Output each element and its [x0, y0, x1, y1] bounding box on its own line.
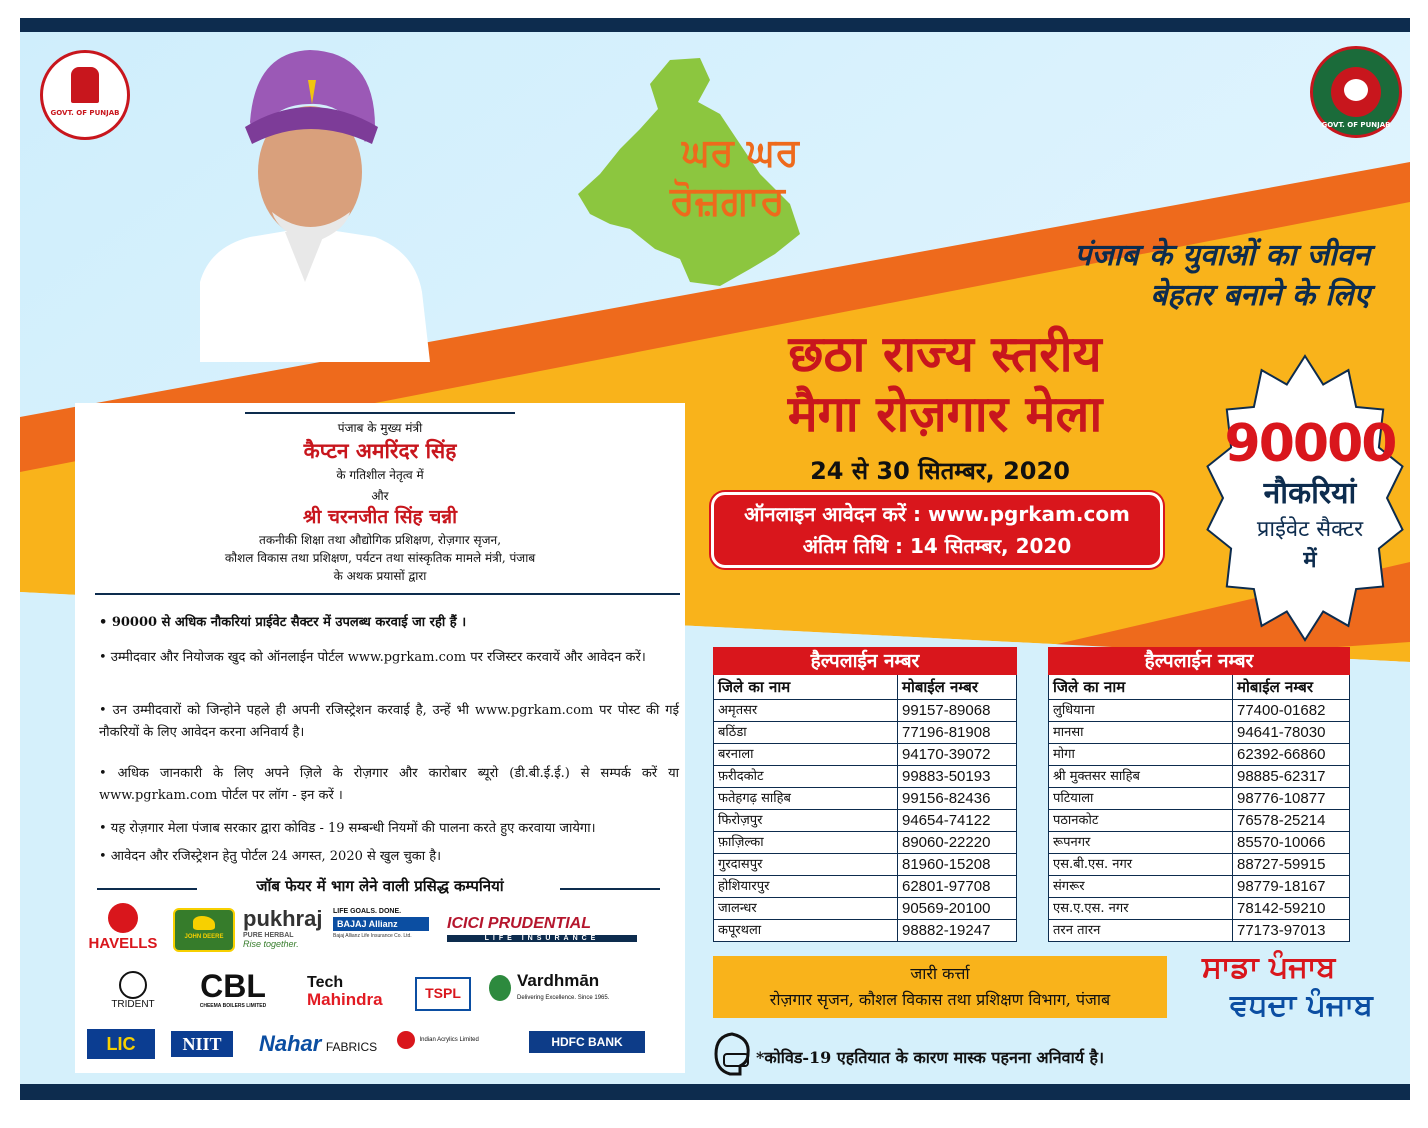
- table-row: [1049, 876, 1350, 898]
- table-row: [1049, 832, 1350, 854]
- poster: [20, 18, 1410, 1100]
- issuer-department: रोज़गार सृजन, कौशल विकास तथा प्रशिक्षण विभाग, पंजाब: [769, 990, 1111, 1009]
- district-cell: मानसा: [1049, 722, 1233, 744]
- deer-icon: [193, 916, 215, 930]
- mobile-cell: 98776-10877: [1233, 788, 1350, 810]
- table-row: [714, 722, 1017, 744]
- apply-online-box: [711, 492, 1163, 568]
- last-date: अंतिम तिथि : 14 सितम्बर, 2020: [802, 534, 1072, 558]
- table-row: [1049, 898, 1350, 920]
- lic-logo: LIC: [87, 1029, 155, 1059]
- bullet-item: • यह रोज़गार मेला पंजाब सरकार द्वारा कोविड - 19 सम्बन्धी नियमों की पालना करते हुए करवाया जायेगा।: [99, 821, 596, 836]
- district-cell: मोगा: [1049, 744, 1233, 766]
- indian-acrylics-icon: [397, 1031, 415, 1049]
- helpline-heading: हैल्पलाईन नम्बर: [714, 648, 1017, 675]
- district-cell: पठानकोट: [1049, 810, 1233, 832]
- divider: [245, 412, 515, 414]
- helpline-heading: हैल्पलाईन नम्बर: [1049, 648, 1350, 675]
- table-row: [714, 766, 1017, 788]
- tagline-line1: पंजाब के युवाओं का जीवन: [1074, 238, 1370, 273]
- district-cell: फिरोज़पुर: [714, 810, 898, 832]
- mobile-cell: 88727-59915: [1233, 854, 1350, 876]
- helpline-table-right: [1048, 647, 1350, 942]
- mobile-cell: 81960-15208: [898, 854, 1017, 876]
- mobile-cell: 98779-18167: [1233, 876, 1350, 898]
- bullet-item: • 90000 से अधिक नौकरियां प्राईवेट सैक्टर में उपलब्ध करवाई जा रही हैं ।: [99, 615, 467, 630]
- table-row: [714, 920, 1017, 942]
- info-panel: पंजाब के मुख्य मंत्री कैप्टन अमरिंदर सिंह के गतिशील नेतृत्व में और श्री चरनजीत सिंह चन्नी तकनीकी शिक्षा तथा औद्योगिक प्रशिक्षण, रोज़गार सृजन, कौशल विकास तथा प्रशिक्षण, पर्यटन तथा सांस्कृतिक मामले मंत्री, पंजाब के अथक प्रयासों द्वारा • 90000 से अधिक नौकरियां प्राईवेट सैक्टर में उपलब्ध करवाई जा रही हैं । • उम्मीदवार और नियोजक खुद को ऑनलाईन पोर्टल www.pgrkam.com पर रजिस्टर करवायें और आवेदन करें। • उन उम्मीदवारों को जिन्होने पहले ही अपनी रजिस्ट्रेशन करवाई है, उन्हें भी www.pgrkam.com पर पोस्ट की गई नौकरियों के लिए आवेदन करना अनिवार्य है। • अधिक जानकारी के लिए अपने ज़िले के रोज़गार और कारोबार ब्यूरो (डी.बी.ई.ई.) से सम्पर्क करें या www.pgrkam.com पोर्टल पर लॉग - इन करें । • यह रोज़गार मेला पंजाब सरकार द्वारा कोविड - 19 सम्बन्धी नियमों की पालना करते हुए करवाया जायेगा। • आवेदन और रजिस्ट्रेशन हेतु पोर्टल 24 अगस्त, 2020 से खुल चुका है। जॉब फेयर में भाग लेने वाली प्रसिद्ध कम्पनियां HAVELLS JOHN DEERE pukhraj PURE HERBAL Rise together. LIFE GOALS. DONE. BAJAJ Allianz Bajaj Allianz Life Insurance Co. Ltd. ICICI PRUDENTIAL LIFE INSURANCE TRIDENT CBL CHEEMA BOILERS LIMITED Tech Mahindra TSPL Vardhmān Delivering Excellence. Since 1965. LIC NIIT Nahar FABRICS Indian Acrylics Limited HDFC BANK: [75, 403, 685, 1073]
- mobile-cell: 99883-50193: [898, 766, 1017, 788]
- mobile-cell: 89060-22220: [898, 832, 1017, 854]
- slogan-line1: ਸਾਡਾ ਪੰਜਾਬ: [1202, 950, 1336, 985]
- district-cell: जालन्धर: [714, 898, 898, 920]
- mobile-cell: 99156-82436: [898, 788, 1017, 810]
- cm-title: पंजाब के मुख्य मंत्री: [337, 421, 423, 435]
- district-cell: रूपनगर: [1049, 832, 1233, 854]
- event-title: [680, 324, 1210, 444]
- niit-logo: NIIT: [171, 1031, 233, 1057]
- minister-role-1: तकनीकी शिक्षा तथा औद्योगिक प्रशिक्षण, रोज़गार सृजन,: [258, 533, 502, 547]
- table-row: [1049, 744, 1350, 766]
- table-row: [714, 832, 1017, 854]
- companies-heading: जॉब फेयर में भाग लेने वाली प्रसिद्ध कम्पनियां: [256, 877, 504, 895]
- jobs-in: में: [1303, 547, 1317, 573]
- jobs-count: 90000: [1224, 414, 1396, 474]
- district-cell: अमृतसर: [714, 700, 898, 722]
- table-row: [714, 700, 1017, 722]
- district-cell: बठिंडा: [714, 722, 898, 744]
- column-district: जिले का नाम: [1049, 675, 1233, 700]
- table-row: [1049, 810, 1350, 832]
- and-text: और: [371, 489, 389, 503]
- table-row: [714, 854, 1017, 876]
- helpline-table-left: [713, 647, 1017, 942]
- bullet-item: • अधिक जानकारी के लिए अपने ज़िले के रोज़गार और कारोबार ब्यूरो (डी.बी.ई.ई.) से सम्पर्क करें या www.pgrkam.com पोर्टल पर लॉग - इन करें ।: [99, 766, 679, 803]
- jobs-sector: प्राईवेट सैक्टर: [1256, 517, 1364, 542]
- minister-role-3: के अथक प्रयासों द्वारा: [333, 569, 427, 583]
- emblem-icon: [71, 67, 99, 103]
- district-cell: संगरूर: [1049, 876, 1233, 898]
- cbl-logo: CBL CHEEMA BOILERS LIMITED: [199, 968, 267, 1009]
- divider: [560, 888, 660, 890]
- apply-online-link[interactable]: ऑनलाइन आवेदन करें : www.pgrkam.com: [744, 502, 1130, 526]
- issuer-box: [713, 956, 1167, 1018]
- john-deere-logo: JOHN DEERE: [173, 908, 235, 952]
- covid-notice: *कोविड-19 एहतियात के कारण मास्क पहनना अनिवार्य है।: [756, 1048, 1105, 1067]
- event-title-line1: छठा राज्य स्तरीय: [788, 324, 1102, 383]
- district-cell: होशियारपुर: [714, 876, 898, 898]
- top-navy-bar: [20, 18, 1410, 32]
- mobile-cell: 94654-74122: [898, 810, 1017, 832]
- seal-text: GOVT. OF PUNJAB: [50, 109, 120, 117]
- mobile-cell: 76578-25214: [1233, 810, 1350, 832]
- minister-role-2: कौशल विकास तथा प्रशिक्षण, पर्यटन तथा सांस्कृतिक मामले मंत्री, पंजाब: [224, 551, 536, 565]
- bottom-navy-bar: [20, 1084, 1410, 1100]
- district-cell: फ़रीदकोट: [714, 766, 898, 788]
- table-row: [1049, 766, 1350, 788]
- tagline: [950, 236, 1370, 316]
- mobile-cell: 62392-66860: [1233, 744, 1350, 766]
- bajaj-allianz-logo: LIFE GOALS. DONE. BAJAJ Allianz Bajaj Allianz Life Insurance Co. Ltd.: [333, 908, 429, 939]
- mobile-cell: 77400-01682: [1233, 700, 1350, 722]
- table-row: [714, 788, 1017, 810]
- cm-name: कैप्टन अमरिंदर सिंह: [303, 438, 457, 463]
- table-row: [1049, 854, 1350, 876]
- district-cell: एस.बी.एस. नगर: [1049, 854, 1233, 876]
- mobile-cell: 77173-97013: [1233, 920, 1350, 942]
- table-row: [1049, 700, 1350, 722]
- mobile-cell: 98882-19247: [898, 920, 1017, 942]
- table-row: [1049, 920, 1350, 942]
- mobile-cell: 62801-97708: [898, 876, 1017, 898]
- pukhraj-logo: pukhraj PURE HERBAL Rise together.: [243, 906, 323, 949]
- jobs-badge-text: [1210, 414, 1410, 574]
- icici-prudential-logo: ICICI PRUDENTIAL LIFE INSURANCE: [447, 915, 637, 942]
- mobile-cell: 85570-10066: [1233, 832, 1350, 854]
- nahar-logo: Nahar FABRICS: [259, 1031, 378, 1056]
- trident-icon: [119, 971, 147, 999]
- cm-subtitle: के गतिशील नेतृत्व में: [336, 468, 424, 482]
- tspl-logo: TSPL: [415, 977, 471, 1011]
- event-dates: 24 से 30 सितम्बर, 2020: [810, 457, 1070, 485]
- district-cell: श्री मुक्तसर साहिब: [1049, 766, 1233, 788]
- mobile-cell: 90569-20100: [898, 898, 1017, 920]
- jobs-label: नौकरियां: [1263, 476, 1357, 511]
- table-row: [714, 744, 1017, 766]
- bullet-item: • उन उम्मीदवारों को जिन्होने पहले ही अपनी रजिस्ट्रेशन करवाई है, उन्हें भी www.pgrkam.com पर पोस्ट की गई नौकरियों के लिए आवेदन करना अनिवार्य है।: [99, 703, 679, 740]
- district-cell: फ़ाज़िल्का: [714, 832, 898, 854]
- campaign-logo-line2: ਰੋਜ਼ਗਾਰ: [670, 178, 785, 224]
- tagline-line2: बेहतर बनाने के लिए: [1150, 278, 1370, 313]
- column-mobile: मोबाईल नम्बर: [898, 675, 1017, 700]
- seal-text: GOVT. OF PUNJAB: [1321, 121, 1391, 129]
- bullet-item: • उम्मीदवार और नियोजक खुद को ऑनलाईन पोर्टल www.pgrkam.com पर रजिस्टर करवायें और आवेदन करें।: [99, 650, 646, 665]
- house-icon: [1344, 79, 1368, 101]
- table-row: [714, 898, 1017, 920]
- govt-seal-left: [40, 50, 130, 140]
- district-cell: पटियाला: [1049, 788, 1233, 810]
- vardhman-icon: [489, 975, 511, 1001]
- mobile-cell: 77196-81908: [898, 722, 1017, 744]
- mobile-cell: 94641-78030: [1233, 722, 1350, 744]
- district-cell: एस.ए.एस. नगर: [1049, 898, 1233, 920]
- trident-logo: TRIDENT: [103, 971, 163, 1010]
- minister-name: श्री चरनजीत सिंह चन्नी: [302, 506, 458, 528]
- table-row: [1049, 722, 1350, 744]
- district-cell: कपूरथला: [714, 920, 898, 942]
- table-row: [714, 876, 1017, 898]
- mobile-cell: 98885-62317: [1233, 766, 1350, 788]
- table-row: [1049, 788, 1350, 810]
- slogan-line2: ਵਧਦਾ ਪੰਜਾਬ: [1230, 988, 1373, 1023]
- campaign-seal-right: [1310, 46, 1402, 138]
- table-row: [714, 810, 1017, 832]
- mobile-cell: 99157-89068: [898, 700, 1017, 722]
- district-cell: तरन तारन: [1049, 920, 1233, 942]
- campaign-logo-line1: ਘਰ ਘਰ: [682, 130, 799, 174]
- mobile-cell: 94170-39072: [898, 744, 1017, 766]
- tech-mahindra-logo: Tech Mahindra: [307, 974, 383, 1009]
- mask-face-icon: [710, 1030, 756, 1078]
- mobile-cell: 78142-59210: [1233, 898, 1350, 920]
- district-cell: बरनाला: [714, 744, 898, 766]
- event-title-line2: मैगा रोज़गार मेला: [787, 384, 1103, 443]
- issuer-label: जारी कर्त्ता: [910, 964, 970, 983]
- havells-logo: HAVELLS: [83, 903, 163, 952]
- district-cell: लुधियाना: [1049, 700, 1233, 722]
- district-cell: गुरदासपुर: [714, 854, 898, 876]
- chief-minister-portrait: [160, 32, 460, 362]
- hdfc-bank-logo: HDFC BANK: [529, 1031, 645, 1053]
- havells-icon: [108, 903, 138, 933]
- column-mobile: मोबाईल नम्बर: [1233, 675, 1350, 700]
- divider: [95, 593, 680, 595]
- district-cell: फतेहगढ़ साहिब: [714, 788, 898, 810]
- indian-acrylics-logo: Indian Acrylics Limited: [397, 1031, 517, 1049]
- bullet-item: • आवेदन और रजिस्ट्रेशन हेतु पोर्टल 24 अगस्त, 2020 से खुल चुका है।: [99, 849, 442, 864]
- column-district: जिले का नाम: [714, 675, 898, 700]
